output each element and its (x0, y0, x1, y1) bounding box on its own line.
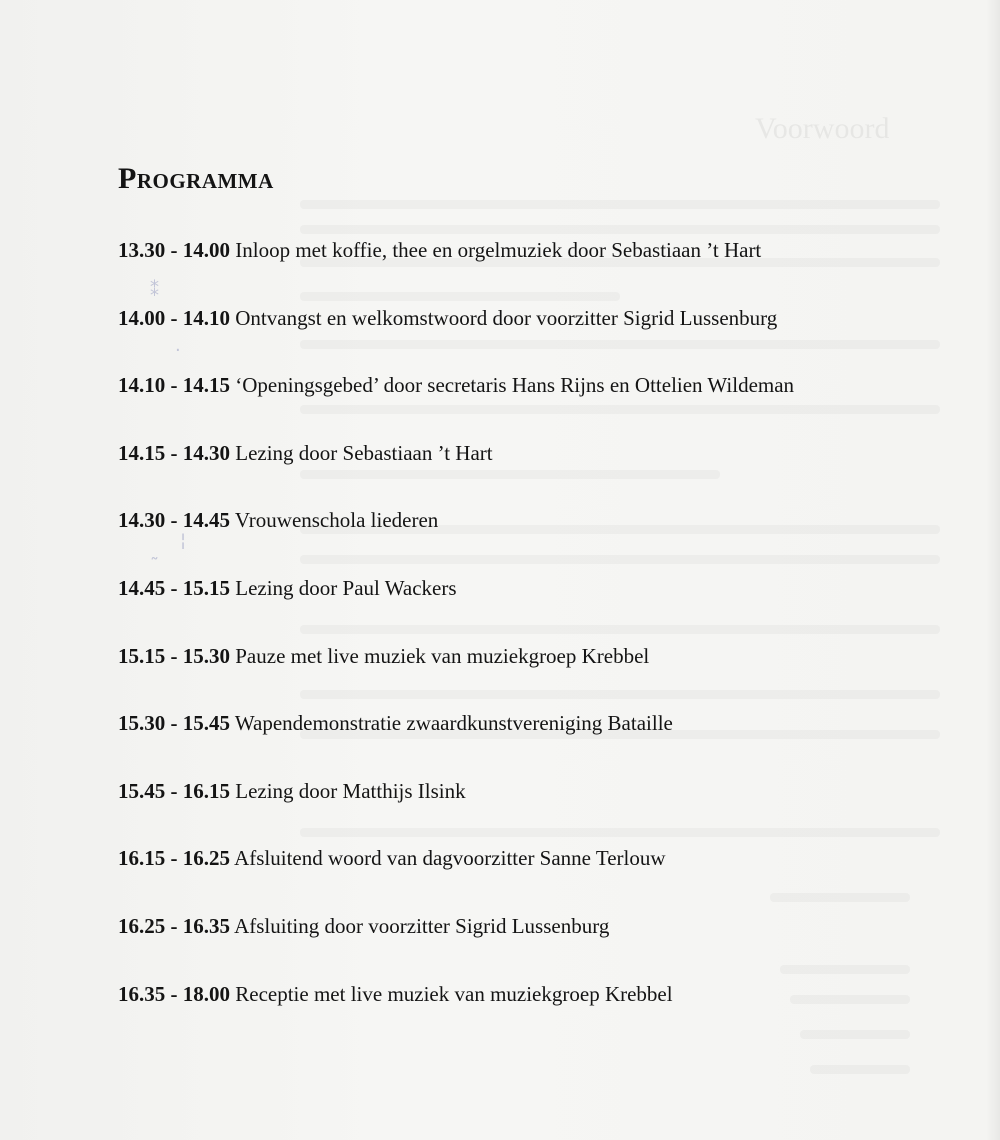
bleed-through-line (300, 200, 940, 209)
program-item (118, 709, 794, 777)
program-time: 15.15 - 15.30 (118, 643, 230, 668)
bleed-through-heading: Voorwoord (755, 112, 890, 145)
ink-mark: · (175, 340, 181, 361)
program-time: 13.30 - 14.00 (118, 238, 230, 262)
program-item (118, 777, 794, 845)
page-edge-shadow (986, 0, 1000, 1140)
bleed-through-line (780, 965, 910, 974)
program-item (118, 574, 794, 642)
program-description: Wapendemonstratie zwaardkunstvereniging Bataille (234, 711, 673, 736)
program-time: 14.30 - 14.45 (118, 508, 230, 533)
program-time: 14.00 - 14.10 (118, 305, 230, 330)
program-description: Ontvangst en welkomstwoord door voorzitter Sigrid Lussenburg (235, 305, 778, 330)
program-item (118, 912, 794, 980)
program-list (118, 236, 794, 1047)
bleed-through-line (300, 225, 940, 234)
program-description: Inloop met koffie, thee en orgelmuziek door Sebastiaan ’t Hart (235, 238, 762, 262)
program-item (118, 980, 794, 1048)
program-item (118, 506, 794, 574)
program-description: Afsluiting door voorzitter Sigrid Lussenburg (234, 913, 610, 938)
program-item (118, 304, 794, 372)
program-item (118, 844, 794, 912)
program-description: Receptie met live muziek van muziekgroep Krebbel (235, 981, 673, 1006)
program-description: Afsluitend woord van dagvoorzitter Sanne Terlouw (234, 846, 666, 871)
program-item (118, 439, 794, 507)
program-description: Lezing door Paul Wackers (235, 575, 457, 600)
ink-mark: ¦ (180, 530, 187, 551)
ink-mark: ˜ (150, 555, 159, 576)
program-time: 16.25 - 16.35 (118, 913, 230, 938)
page-title: Programma (118, 162, 274, 195)
program-description: Lezing door Matthijs Ilsink (235, 778, 466, 803)
program-description: Vrouwenschola liederen (234, 508, 439, 533)
program-item (118, 642, 794, 710)
program-time: 15.30 - 15.45 (118, 711, 230, 736)
program-time: 14.15 - 14.30 (118, 440, 230, 465)
bleed-through-line (800, 1030, 910, 1039)
program-time: 16.35 - 18.00 (118, 981, 230, 1006)
bleed-through-line (810, 1065, 910, 1074)
program-time: 15.45 - 16.15 (118, 778, 230, 803)
program-item (118, 236, 794, 304)
bleed-through-line (790, 995, 910, 1004)
program-time: 16.15 - 16.25 (118, 846, 230, 871)
program-description: Lezing door Sebastiaan ’t Hart (235, 440, 493, 465)
program-description: Pauze met live muziek van muziekgroep Krebbel (235, 643, 650, 668)
program-time: 14.10 - 14.15 (118, 373, 230, 398)
ink-mark: ⁑ (150, 280, 159, 301)
program-item (118, 371, 794, 439)
program-description: ‘Openingsgebed’ door secretaris Hans Rijns en Ottelien Wildeman (235, 373, 795, 398)
program-time: 14.45 - 15.15 (118, 575, 230, 600)
